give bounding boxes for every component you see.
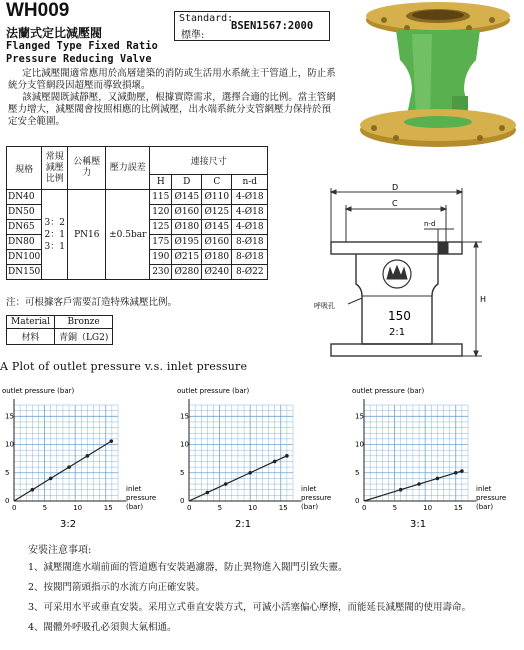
y-tick-label: 5 (5, 468, 10, 477)
dim-label-H: H (480, 295, 487, 304)
x-axis-label: pressure (476, 494, 507, 502)
x-tick-label: 10 (73, 504, 83, 512)
x-tick-label: 0 (187, 504, 192, 512)
x-tick-label: 5 (392, 504, 398, 512)
row-D: Ø195 (172, 235, 202, 250)
standard-value: BSEN1567:2000 (231, 20, 314, 32)
y-tick-label: 0 (355, 497, 360, 505)
x-axis-label: pressure (301, 494, 332, 502)
material-value-en: Bronze (54, 316, 112, 329)
ratio-value: 3：2 (44, 217, 65, 228)
model-number: WH009 (6, 0, 70, 21)
data-point (206, 491, 210, 495)
x-axis-label: pressure (126, 494, 157, 502)
description-paragraph-2: 該減壓閥既減靜壓，又減動壓，根據實際需求，選擇合適的比例。當主管網壓力增大，減壓閥會按照相應的比例減壓，出水端系統分支管網壓力保持於預定安全範圍。 (8, 92, 336, 127)
install-title: 安裝注意事項: (28, 545, 92, 556)
y-tick-label: 5 (180, 468, 185, 477)
row-D: Ø280 (172, 265, 202, 280)
valve-photo (352, 0, 524, 152)
install-item: 3、可采用水平或垂直安裝。采用立式垂直安裝方式，可減小活塞偏心摩擦，而能延長減壓閥的使用壽命。 (28, 602, 472, 613)
dimension-drawing (314, 183, 524, 364)
x-tick-label: 15 (278, 504, 288, 512)
row-size: DN150 (7, 265, 42, 280)
y-tick-label: 15 (355, 412, 364, 421)
row-size: DN40 (7, 190, 42, 205)
chart-3-2 (0, 383, 170, 533)
header-C: C (202, 175, 232, 190)
x-axis-label: (bar) (476, 503, 494, 511)
row-H: 115 (150, 190, 172, 205)
body-ratio-label: 2:1 (389, 327, 406, 338)
data-point (273, 460, 277, 464)
chart-caption: 3:2 (60, 519, 77, 530)
row-nd: 8-Ø22 (232, 265, 268, 280)
data-point (49, 477, 53, 481)
row-D: Ø180 (172, 220, 202, 235)
row-nd: 4-Ø18 (232, 190, 268, 205)
material-label-cn: 材料 (7, 329, 55, 345)
vent-hole-label: 呼吸孔 (314, 302, 335, 310)
header-D: D (172, 175, 202, 190)
x-tick-label: 5 (217, 504, 223, 512)
y-tick-label: 10 (180, 440, 189, 449)
row-nd: 4-Ø18 (232, 205, 268, 220)
x-tick-label: 15 (103, 504, 113, 512)
x-axis-label: (bar) (301, 503, 319, 511)
y-tick-label: 15 (5, 412, 14, 421)
row-D: Ø160 (172, 205, 202, 220)
material-table (6, 315, 113, 345)
header-H: H (150, 175, 172, 190)
data-point (417, 482, 421, 486)
y-tick-label: 5 (355, 468, 360, 477)
row-H: 120 (150, 205, 172, 220)
body-size-label: 150 (388, 309, 411, 323)
y-tick-label: 10 (5, 440, 14, 449)
header-nd: n-d (232, 175, 268, 190)
data-point (285, 454, 289, 458)
x-axis-label: inlet (301, 485, 317, 493)
standard-label-en: Standard: (179, 13, 234, 24)
row-size: DN100 (7, 250, 42, 265)
dim-label-C: C (392, 199, 398, 208)
y-tick-label: 10 (355, 440, 364, 449)
title-english-line1: Flanged Type Fixed Ratio (6, 41, 159, 52)
row-C: Ø180 (202, 250, 232, 265)
y-axis-label: outlet pressure (bar) (2, 387, 75, 395)
install-item: 4、閥體外呼吸孔必須與大氣相通。 (28, 622, 177, 633)
y-tick-label: 0 (5, 497, 10, 505)
install-item: 1、減壓閥進水端前面的管道應有安裝過濾器，防止異物進入閥門引致失靈。 (28, 562, 348, 573)
y-tick-label: 0 (180, 497, 185, 505)
row-nd: 4-Ø18 (232, 220, 268, 235)
y-axis-label: outlet pressure (bar) (352, 387, 425, 395)
pressure-error-value: ±0.5bar (106, 190, 150, 280)
description (8, 68, 338, 128)
spec-table (6, 146, 268, 280)
row-nd: 8-Ø18 (232, 235, 268, 250)
row-D: Ø215 (172, 250, 202, 265)
data-point (67, 465, 71, 469)
row-H: 230 (150, 265, 172, 280)
install-list (28, 558, 471, 638)
row-size: DN65 (7, 220, 42, 235)
row-D: Ø145 (172, 190, 202, 205)
data-point (224, 482, 228, 486)
row-size: DN80 (7, 235, 42, 250)
x-tick-label: 10 (248, 504, 258, 512)
x-axis-label: inlet (476, 485, 492, 493)
header-ratio: 常規減壓比例 (42, 147, 68, 190)
chart-3-1 (350, 383, 520, 533)
x-tick-label: 10 (423, 504, 433, 512)
data-point (248, 471, 252, 475)
row-nd: 8-Ø18 (232, 250, 268, 265)
ratio-cell (42, 190, 68, 280)
chart-2-1 (175, 383, 345, 533)
data-point (436, 477, 440, 481)
x-tick-label: 0 (12, 504, 17, 512)
header-pressure-error: 壓力誤差 (106, 147, 150, 190)
data-point (460, 469, 464, 473)
data-point (399, 488, 403, 492)
header-size: 規格 (7, 147, 42, 190)
ratio-value: 3：1 (44, 241, 65, 252)
install-item: 2、按閥門箭頭指示的水流方向正確安裝。 (28, 582, 206, 593)
row-C: Ø145 (202, 220, 232, 235)
standard-box (174, 11, 330, 41)
material-value-cn: 青銅（LG2) (54, 329, 112, 345)
chart-caption: 3:1 (410, 519, 427, 530)
nominal-pressure-value: PN16 (68, 190, 106, 280)
x-tick-label: 5 (42, 504, 48, 512)
data-point (86, 454, 90, 458)
y-axis-label: outlet pressure (bar) (177, 387, 250, 395)
data-point (109, 439, 113, 443)
material-label-en: Material (7, 316, 55, 329)
row-size: DN50 (7, 205, 42, 220)
title-english-line2: Pressure Reducing Valve (6, 54, 152, 65)
x-axis-label: inlet (126, 485, 142, 493)
header-connection: 連接尺寸 (150, 147, 268, 175)
chart-caption: 2:1 (235, 519, 252, 530)
custom-ratio-note: 注：可根據客戶需要訂造特殊減壓比例。 (6, 297, 178, 308)
data-point (31, 488, 35, 492)
row-H: 175 (150, 235, 172, 250)
x-axis-label: (bar) (126, 503, 144, 511)
ratio-value: 2：1 (44, 229, 65, 240)
row-H: 125 (150, 220, 172, 235)
dim-label-D: D (392, 183, 399, 192)
data-point (454, 471, 458, 475)
x-tick-label: 15 (453, 504, 463, 512)
header-nominal-pressure: 公稱壓力 (68, 147, 106, 190)
row-H: 190 (150, 250, 172, 265)
row-C: Ø110 (202, 190, 232, 205)
x-tick-label: 0 (362, 504, 367, 512)
y-tick-label: 15 (180, 412, 189, 421)
dim-label-nd: n-d (424, 220, 436, 228)
title-chinese: 法蘭式定比減壓閥 (6, 26, 103, 40)
description-paragraph-1: 定比減壓閥適常應用於高層建築的消防或生活用水系統主干管道上，防止系統分支管網段因超壓而導致損壞。 (8, 68, 336, 91)
row-C: Ø125 (202, 205, 232, 220)
row-C: Ø160 (202, 235, 232, 250)
row-C: Ø240 (202, 265, 232, 280)
standard-label-cn: 標準: (181, 30, 205, 41)
plot-title: A Plot of outlet pressure v.s. inlet pressure (0, 360, 248, 373)
